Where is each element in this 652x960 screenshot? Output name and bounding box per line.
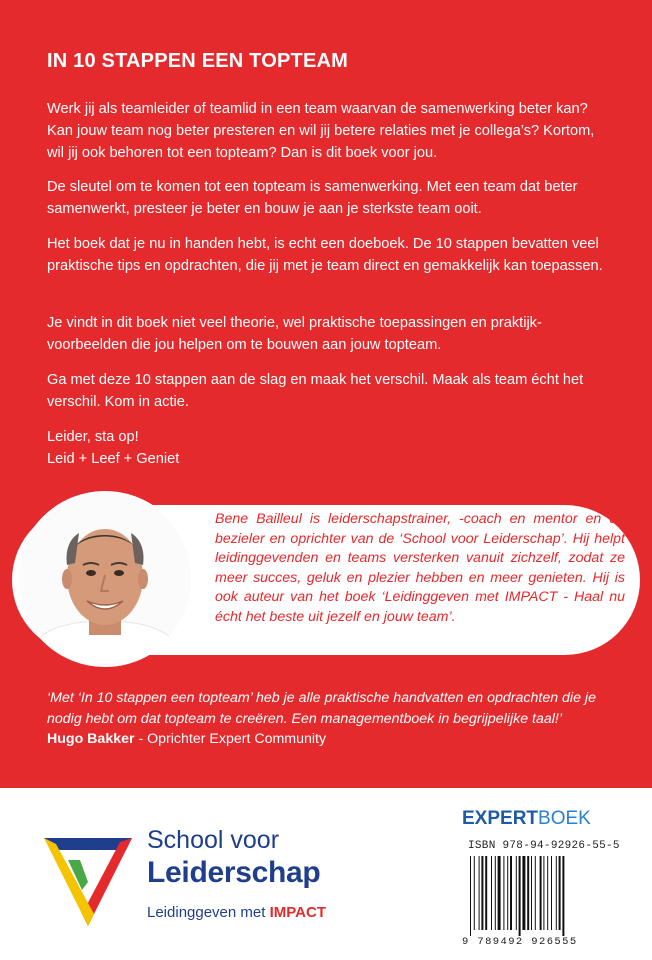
paragraph-5: Ga met deze 10 stappen aan de slag en maak het verschil. Maak als team écht het verschil. Kom in actie. [47,372,584,410]
isbn-text: ISBN 978-94-92926-55-5 [468,840,620,852]
publisher-bold: EXPERT [462,808,539,829]
school-name-line1: School voor [147,826,280,854]
testimonial-quote: ‘Met ‘In 10 stappen een topteam’ heb je alle praktische handvatten en opdrachten die je nodig hebt om dat topteam te creëren. Een managementboek in begrijpelijke taal!’ [47,690,596,727]
paragraph-3: Het boek dat je nu in handen hebt, is echt een doeboek. De 10 stappen bevatten veel praktische tips en opdrachten, die jij met je team direct en gemakkelijk kan toepassen. [47,236,603,274]
paragraph-1: Werk jij als teamleider of teamlid in een team waarvan de samenwerking beter kan? Kan jouw team nog beter presteren en wil jij betere relaties met je collega’s? Kortom, wil jij ook behoren tot een topteam? Dan is dit boek voor jou. [47,101,595,161]
barcode-digits: 9 789492 926555 [462,936,578,948]
triangle-logo-icon [40,830,136,930]
closing-line-2: Leid + Leef + Geniet [47,451,180,467]
school-tagline [147,904,326,921]
publisher-logo [462,808,591,830]
testimonial-author-name: Hugo Bakker [47,731,135,747]
paragraph-4: Je vindt in dit boek niet veel theorie, wel praktische toepassingen en praktijk-voorbeelden die jou helpen om te bouwen aan jouw topteam. [47,315,542,353]
tagline-prefix: Leidinggeven met [147,904,270,921]
isbn-barcode-icon [468,856,608,936]
book-title: IN 10 STAPPEN EEN TOPTEAM [47,50,348,72]
publisher-light: BOEK [538,808,591,829]
testimonial-author [47,729,326,750]
tagline-bold: IMPACT [269,904,326,921]
closing-line-1: Leider, sta op! [47,429,139,445]
paragraph-2: De sleutel om te komen tot een topteam is samenwerking. Met een team dat beter samenwerkt, presteer je beter en bouw je aan je sterkste team ooit. [47,179,578,217]
author-portrait-icon [17,491,193,667]
closing-lines [47,426,613,470]
author-bio: Bene Bailleul is leiderschapstrainer, -coach en mentor en de bezieler en oprichter van de ‘School voor Leiderschap’. Hij helpt leidinggevenden en teams versterken vanuit zichzelf, zodat ze meer succes, geluk en plezier hebben en meer genieten. Hij is ook auteur van het boek ‘Leidinggeven met IMPACT - Haal nu écht het beste uit jezelf en jouw team’. [215,511,625,625]
school-name-line2: Leiderschap [147,856,321,889]
testimonial-author-role: - Oprichter Expert Community [134,731,327,747]
